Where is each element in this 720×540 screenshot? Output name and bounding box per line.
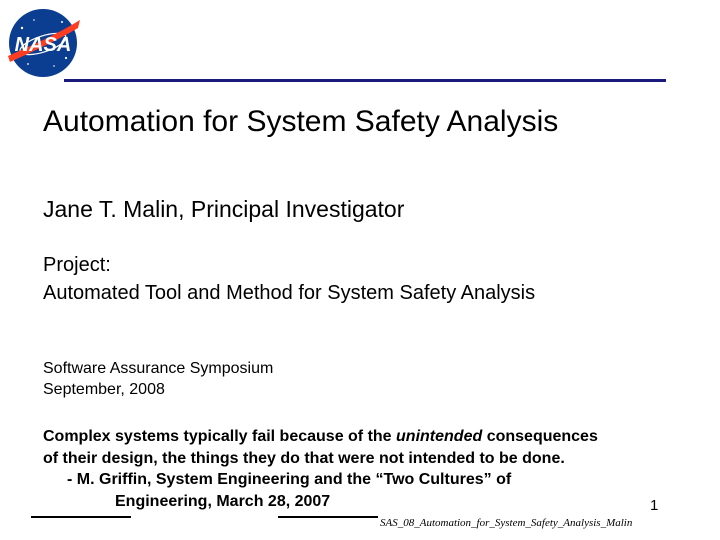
page-number: 1 (650, 497, 659, 514)
quote-line-1: Complex systems typically fail because of the unintended consequences (43, 428, 598, 445)
logo-text: NASA (14, 34, 72, 56)
quote-attribution: - M. Griffin, System Engineering and the “Two Cultures” of (67, 471, 512, 488)
quote-emphasis: unintended (396, 428, 483, 445)
footer-divider-left (31, 516, 131, 518)
event-date: September, 2008 (43, 381, 165, 398)
quote-block (43, 426, 598, 512)
nasa-logo (4, 6, 82, 80)
quote-attribution-date: Engineering, March 28, 2007 (115, 492, 331, 510)
project-name: Automated Tool and Method for System Safety Analysis (43, 282, 536, 304)
project-label: Project: (43, 254, 111, 276)
footer-divider-right (278, 516, 378, 518)
event-name: Software Assurance Symposium (43, 360, 274, 377)
footer-filename: SAS_08_Automation_for_System_Safety_Analysis_Malin (380, 517, 633, 529)
investigator-line: Jane T. Malin, Principal Investigator (43, 196, 405, 222)
quote-line-2: of their design, the things they do that were not intended to be done. (43, 449, 565, 467)
title-divider (64, 79, 666, 82)
slide-title: Automation for System Safety Analysis (43, 105, 559, 138)
